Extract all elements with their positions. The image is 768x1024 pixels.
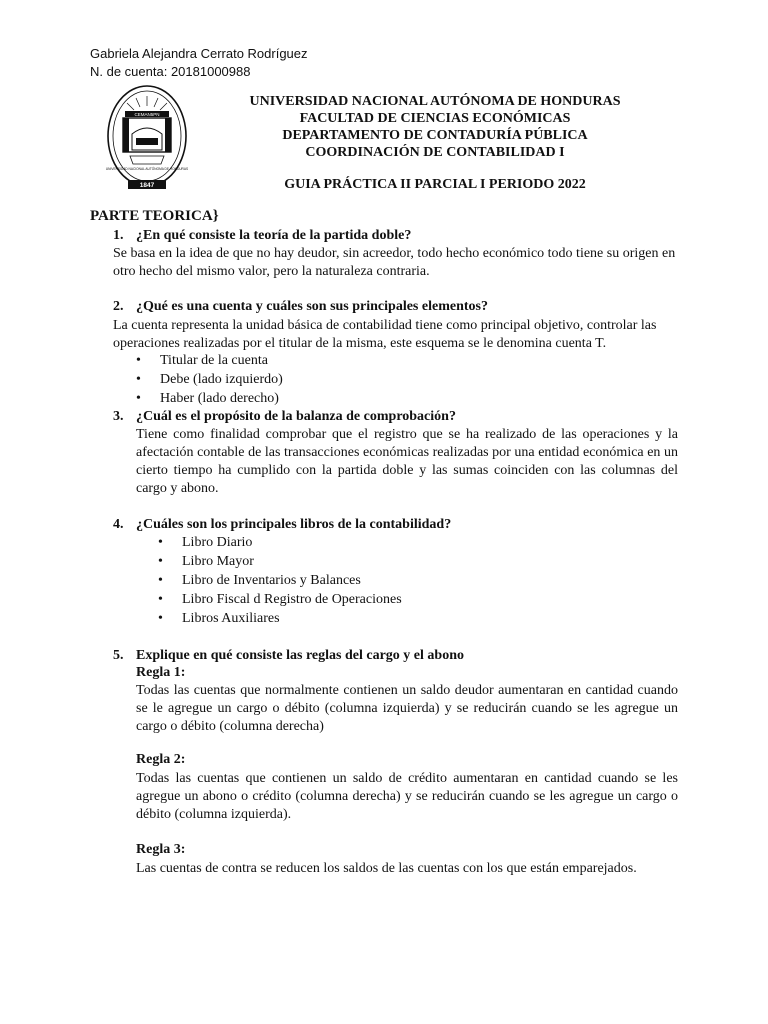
answer-3: Tiene como finalidad comprobar que el registro que se ha realizado de las operaciones y la afectación contable de las transacciones económicas realizadas por una entidad económica en un cierto tiempo ha cumplido con la partida doble y las sumas coinciden con las columnas del cargo y abono. [136, 427, 678, 496]
question-5 [113, 647, 464, 664]
question-2 [113, 298, 488, 315]
rule-1-text: Todas las cuentas que normalmente contienen un saldo deudor aumentaran en cantidad cuando se le agregue un cargo o débito (columna izquierda) y se reducirán cuando se les agregue un cargo o débito (columna derecha) [136, 683, 678, 734]
question-number: 5. [113, 648, 124, 663]
coordination-name: COORDINACIÓN DE CONTABILIDAD I [305, 145, 565, 160]
list-item: • Libros Auxiliares [158, 609, 402, 628]
question-text: ¿Cuál es el propósito de la balanza de comprobación? [136, 409, 456, 424]
account-elements-list [136, 351, 283, 408]
guide-title: GUIA PRÁCTICA II PARCIAL I PERIODO 2022 [284, 177, 586, 192]
question-number: 1. [113, 228, 124, 243]
list-item: • Titular de la cuenta [136, 351, 283, 370]
svg-text:1847: 1847 [139, 182, 155, 189]
student-account: N. de cuenta: 20181000988 [90, 64, 251, 79]
answer-2: La cuenta representa la unidad básica de contabilidad tiene como principal objetivo, controlar las operaciones realizadas por el titular de la misma, este esquema se le denomina cuenta T. [113, 318, 657, 351]
university-name: UNIVERSIDAD NACIONAL AUTÓNOMA DE HONDURAS [249, 94, 621, 109]
question-number: 3. [113, 409, 124, 424]
question-text: ¿En qué consiste la teoría de la partida doble? [136, 228, 412, 243]
question-number: 4. [113, 517, 124, 532]
list-item: • Libro Fiscal d Registro de Operaciones [158, 590, 402, 609]
question-text: ¿Qué es una cuenta y cuáles son sus principales elementos? [136, 299, 488, 314]
question-text: ¿Cuáles son los principales libros de la contabilidad? [136, 517, 452, 532]
rule-2-text: Todas las cuentas que contienen un saldo de crédito aumentaran en cantidad cuando se les agregue un abono o crédito (columna derecha) y se reducirán cuando se les agregue un cargo o débito (columna izquierda). [136, 771, 678, 822]
student-name: Gabriela Alejandra Cerrato Rodríguez [90, 46, 308, 61]
rule-3-title: Regla 3: [136, 842, 186, 857]
answer-1: Se basa en la idea de que no hay deudor, sin acreedor, todo hecho económico todo tiene su origen en otro hecho del mismo valor, pero la naturaleza contraria. [113, 246, 676, 279]
rule-1-title: Regla 1: [136, 665, 186, 680]
section-title: PARTE TEORICA} [90, 208, 219, 224]
question-1 [113, 227, 411, 244]
list-item: • Libro Diario [158, 533, 402, 552]
question-text: Explique en qué consiste las reglas del cargo y el abono [136, 648, 464, 663]
faculty-name: FACULTAD DE CIENCIAS ECONÓMICAS [299, 111, 571, 126]
svg-text:UNIVERSIDAD NACIONAL AUTÓNOMA: UNIVERSIDAD NACIONAL AUTÓNOMA DE HONDURAS [106, 167, 188, 171]
rule-2-title: Regla 2: [136, 752, 186, 767]
list-item: • Libro de Inventarios y Balances [158, 571, 402, 590]
accounting-books-list [158, 533, 402, 628]
question-number: 2. [113, 299, 124, 314]
list-item: • Haber (lado derecho) [136, 389, 283, 408]
rule-3-text: Las cuentas de contra se reducen los saldos de las cuentas con los que están emparejados. [136, 861, 637, 876]
list-item: • Libro Mayor [158, 552, 402, 571]
question-4 [113, 516, 451, 533]
svg-text:CEMAN5PN: CEMAN5PN [134, 112, 160, 117]
department-name: DEPARTAMENTO DE CONTADURÍA PÚBLICA [282, 128, 588, 143]
question-3 [113, 408, 456, 425]
university-seal-logo [106, 84, 188, 194]
list-item: • Debe (lado izquierdo) [136, 370, 283, 389]
